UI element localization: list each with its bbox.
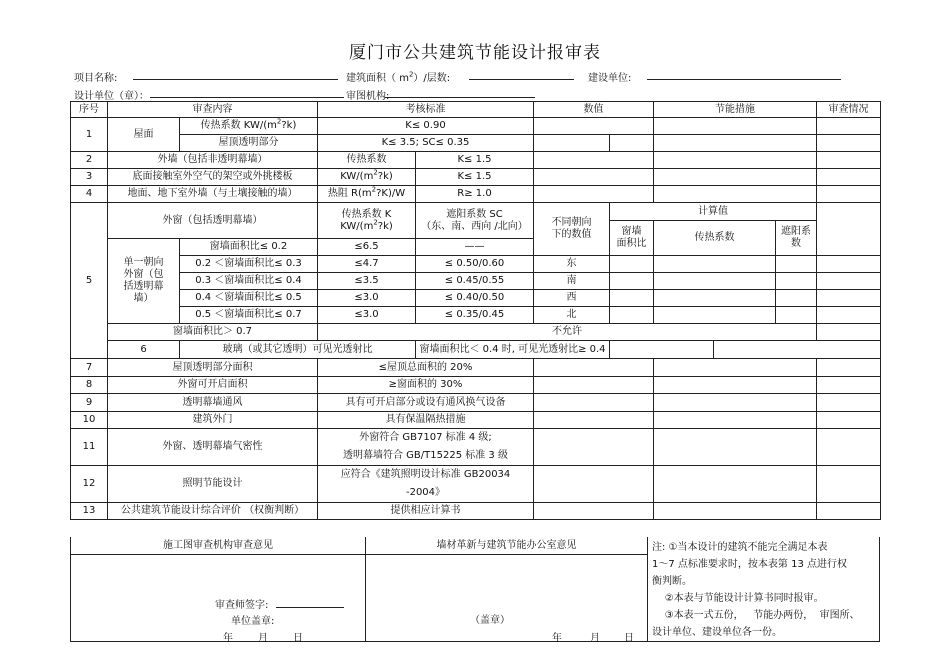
row9-name: 透明幕墙通风 xyxy=(108,394,318,412)
row2-name: 外墙（包括非透明幕墙） xyxy=(108,152,318,169)
left-year: 年 xyxy=(223,633,233,644)
row8-measure[interactable] xyxy=(654,377,817,394)
row7-measure[interactable] xyxy=(654,359,817,377)
row1-std1: K≤ 0.90 xyxy=(318,118,534,135)
note-line: ③本表一式五份， 节能办两份， 审图所、 xyxy=(652,610,860,621)
review-agency-title: 施工图审查机构审查意见 xyxy=(71,537,365,555)
row5-review-cell[interactable] xyxy=(817,273,881,290)
mid-day: 日 xyxy=(624,633,634,644)
row10-measure[interactable] xyxy=(654,412,817,429)
row4-no: 4 xyxy=(71,186,108,203)
row5-last-label: 窗墙面积比＞ 0.7 xyxy=(108,324,318,341)
row11-name: 外窗、透明幕墙气密性 xyxy=(108,429,318,466)
note-line: ②本表与节能设计计算书同时报审。 xyxy=(652,593,824,604)
row12-no: 12 xyxy=(71,466,108,503)
row5-sub-label: 0.5 ＜窗墙面积比≤ 0.7 xyxy=(180,307,318,324)
row7-value[interactable] xyxy=(534,359,654,377)
row5-sub-sc: ≤ 0.50/0.60 xyxy=(416,256,534,273)
row6-no: 6 xyxy=(108,341,180,359)
review-agency-opinion[interactable] xyxy=(71,537,366,644)
design-unit-field[interactable] xyxy=(150,97,344,98)
row5-last-review[interactable] xyxy=(817,324,881,341)
row6-value[interactable] xyxy=(610,341,714,359)
row1-review2[interactable] xyxy=(817,135,881,152)
row1-value1[interactable] xyxy=(534,118,654,135)
row8-name: 外窗可开启面积 xyxy=(108,377,318,394)
row5-review-cell[interactable] xyxy=(817,290,881,307)
row1-value2[interactable] xyxy=(534,135,610,152)
row9-measure[interactable] xyxy=(654,394,817,412)
left-month: 月 xyxy=(258,633,268,644)
row5-sub-dir: 南 xyxy=(534,273,610,290)
row7-no: 7 xyxy=(71,359,108,377)
row5-sub-sc: ≤ 0.45/0.55 xyxy=(416,273,534,290)
col-content: 审查内容 xyxy=(108,102,318,118)
row5-calc-ratio-cell[interactable] xyxy=(610,273,654,290)
row5-sub-label: 0.2 ＜窗墙面积比≤ 0.3 xyxy=(180,256,318,273)
review-org-label: 审图机构: xyxy=(346,91,390,102)
office-seal-label: （盖章） xyxy=(470,615,510,626)
row5-calc-header: 计算值 xyxy=(610,203,817,221)
row5-calc-heat-cell[interactable] xyxy=(654,290,776,307)
row1-sub1: 传热系数 $KW/(m^2?k)$ xyxy=(180,118,318,135)
row5-sub-k: ≤3.0 xyxy=(318,307,416,324)
row8-no: 8 xyxy=(71,377,108,394)
review-table xyxy=(70,101,881,520)
row8-review[interactable] xyxy=(817,377,881,394)
note-line: 注: ①当本设计的建筑不能完全满足本表 xyxy=(652,542,828,553)
row7-std: ≤屋顶总面积的 20% xyxy=(318,359,534,377)
row9-review[interactable] xyxy=(817,394,881,412)
row5-orient-header: 不同朝向 下的数值 xyxy=(534,203,610,256)
energy-office-opinion[interactable] xyxy=(366,537,648,644)
note-line: 1～7 点标准要求时，按本表第 13 点进行权 xyxy=(652,559,847,570)
row3-std-b: K≤ 1.5 xyxy=(416,169,534,186)
row9-std: 具有可开启部分或设有通风换气设备 xyxy=(318,394,534,412)
row6-measure[interactable] xyxy=(714,341,881,359)
col-value: 数值 xyxy=(534,102,654,118)
row1-name: 屋面 xyxy=(108,118,180,152)
row5-calc-ratio-cell[interactable] xyxy=(610,307,654,324)
row5-group-label: 单一朝向 外窗（包 括透明幕 墙） xyxy=(108,239,180,324)
row13-measure[interactable] xyxy=(654,503,817,520)
row5-sub-k: ≤3.5 xyxy=(318,273,416,290)
builder-field[interactable] xyxy=(647,79,841,80)
row4-name: 地面、地下室外墙（与土壤接触的墙） xyxy=(108,186,318,203)
row3-measure[interactable] xyxy=(654,169,817,186)
row2-review[interactable] xyxy=(817,152,881,169)
row5-calc-heat-cell[interactable] xyxy=(654,307,776,324)
notes-panel xyxy=(648,537,879,641)
row5-review-a[interactable] xyxy=(817,203,881,256)
mid-month: 月 xyxy=(590,633,600,644)
row13-value[interactable] xyxy=(534,503,654,520)
row10-std: 具有保温隔热措施 xyxy=(318,412,534,429)
row3-review[interactable] xyxy=(817,169,881,186)
col-no: 序号 xyxy=(71,102,108,118)
row9-no: 9 xyxy=(71,394,108,412)
row5-sub-k: ≤6.5 xyxy=(318,239,416,256)
row12-std: 应符合《建筑照明设计标准 GB20034 -2004》 xyxy=(318,466,534,503)
review-org-field[interactable] xyxy=(385,97,535,98)
row13-name: 公共建筑节能设计综合评价 （权衡判断） xyxy=(108,503,318,520)
row8-value[interactable] xyxy=(534,377,654,394)
row4-std-a: 热阻 $R(m^2?K)/W$ xyxy=(318,186,416,203)
row6-name: 玻璃（或其它透明）可见光透射比 xyxy=(180,341,416,359)
note-line: 设计单位、建设单位各一份。 xyxy=(652,627,782,638)
row2-value[interactable] xyxy=(534,152,654,169)
row5-calc-ratio-cell[interactable] xyxy=(610,290,654,307)
row12-value[interactable] xyxy=(534,466,654,503)
row11-review[interactable] xyxy=(817,429,881,466)
row4-value[interactable] xyxy=(534,186,654,203)
row3-name: 底面接触室外空气的架空或外挑楼板 xyxy=(108,169,318,186)
row12-name: 照明节能设计 xyxy=(108,466,318,503)
row5-calc-heat-cell[interactable] xyxy=(654,273,776,290)
row13-no: 13 xyxy=(71,503,108,520)
row3-std-a: $KW/(m^2?k)$ xyxy=(318,169,416,186)
row5-calc-shade-cell[interactable] xyxy=(776,307,817,324)
row5-no: 5 xyxy=(71,203,108,359)
col-measures: 节能措施 xyxy=(654,102,817,118)
row1-measure1[interactable] xyxy=(654,118,817,135)
row5-calc-shade-cell[interactable] xyxy=(776,256,817,273)
row4-std-b: R≥ 1.0 xyxy=(416,186,534,203)
row5-sub-sc: —— xyxy=(416,239,534,256)
row2-no: 2 xyxy=(71,152,108,169)
row5-sub-sc: ≤ 0.40/0.50 xyxy=(416,290,534,307)
area-label: 建筑面积（ $m^2)/$层数: xyxy=(346,70,451,84)
row5-calc-heat-cell[interactable] xyxy=(654,256,776,273)
unit-seal-label: 单位盖章: xyxy=(231,616,275,627)
reviewer-sign-field[interactable] xyxy=(276,607,344,608)
row3-no: 3 xyxy=(71,169,108,186)
row2-std-a: 传热系数 xyxy=(318,152,416,169)
row5-calc-ratio-cell[interactable] xyxy=(610,256,654,273)
form-title: 厦门市公共建筑节能设计报审表 xyxy=(349,43,601,63)
col-standard: 考核标准 xyxy=(318,102,534,118)
row11-value[interactable] xyxy=(534,429,654,466)
row1-std2: K≤ 3.5; SC≤ 0.35 xyxy=(318,135,534,152)
opinion-section xyxy=(70,537,880,642)
row5-name: 外窗（包括透明幕墙） xyxy=(108,203,318,239)
row7-name: 屋顶透明部分面积 xyxy=(108,359,318,377)
area-floors-field[interactable] xyxy=(469,79,574,80)
row10-name: 建筑外门 xyxy=(108,412,318,429)
row13-review[interactable] xyxy=(817,503,881,520)
reviewer-sign-label: 审查师签字: xyxy=(215,600,269,611)
row1-no: 1 xyxy=(71,118,108,152)
project-name-field[interactable] xyxy=(133,79,338,80)
row5-last-std: 不允许 xyxy=(318,324,817,341)
row5-calc-shade: 遮阳系数 xyxy=(776,221,817,256)
row1-sub2: 屋顶透明部分 xyxy=(180,135,318,152)
row5-sub-dir: 东 xyxy=(534,256,610,273)
row5-sub-k: ≤3.0 xyxy=(318,290,416,307)
row7-review[interactable] xyxy=(817,359,881,377)
project-name-label: 项目名称: xyxy=(74,73,118,84)
row4-review[interactable] xyxy=(817,186,881,203)
row5-sub-label: 0.3 ＜窗墙面积比≤ 0.4 xyxy=(180,273,318,290)
row5-calc-shade-cell[interactable] xyxy=(776,273,817,290)
row13-std: 提供相应计算书 xyxy=(318,503,534,520)
row5-sub-label: 0.4 ＜窗墙面积比≤ 0.5 xyxy=(180,290,318,307)
row12-review[interactable] xyxy=(817,466,881,503)
row5-calc-heat: 传热系数 xyxy=(654,221,776,256)
note-line: 衡判断。 xyxy=(652,576,692,587)
row5-sub-label: 窗墙面积比≤ 0.2 xyxy=(180,239,318,256)
energy-office-title: 墙材革新与建筑节能办公室意见 xyxy=(366,537,647,555)
row11-measure[interactable] xyxy=(654,429,817,466)
row2-measure[interactable] xyxy=(654,152,817,169)
row10-no: 10 xyxy=(71,412,108,429)
builder-label: 建设单位: xyxy=(588,73,632,84)
row1-value2b[interactable] xyxy=(610,135,654,152)
row4-measure[interactable] xyxy=(654,186,817,203)
row1-measure2[interactable] xyxy=(654,135,817,152)
row12-measure[interactable] xyxy=(654,466,817,503)
left-day: 日 xyxy=(293,633,303,644)
row5-sub-dir: 北 xyxy=(534,307,610,324)
row5-sub-sc: ≤ 0.35/0.45 xyxy=(416,307,534,324)
row5-sub-dir: 西 xyxy=(534,290,610,307)
col-review: 审查情况 xyxy=(817,102,881,118)
row11-std: 外窗符合 GB7107 标准 4 级; 透明幕墙符合 GB/T15225 标准 3 级 xyxy=(318,429,534,466)
row9-value[interactable] xyxy=(534,394,654,412)
design-unit-label: 设计单位（章）： xyxy=(74,91,149,102)
row11-no: 11 xyxy=(71,429,108,466)
row2-std-b: K≤ 1.5 xyxy=(416,152,534,169)
row5-calc-shade-cell[interactable] xyxy=(776,290,817,307)
row8-std: ≥窗面积的 30% xyxy=(318,377,534,394)
row3-value[interactable] xyxy=(534,169,654,186)
row5-calc-ratio: 窗墙 面积比 xyxy=(610,221,654,256)
row6-std: 窗墙面积比＜ 0.4 时, 可见光透射比≥ 0.4 xyxy=(416,341,610,359)
row1-review1[interactable] xyxy=(817,118,881,135)
row5-review-cell[interactable] xyxy=(817,256,881,273)
row5-heat-header: 传热系数 K $KW/(m^2?k)$ xyxy=(318,203,416,239)
mid-year: 年 xyxy=(552,633,562,644)
row10-review[interactable] xyxy=(817,412,881,429)
row10-value[interactable] xyxy=(534,412,654,429)
row5-sub-k: ≤4.7 xyxy=(318,256,416,273)
row5-shade-header: 遮阳系数 SC （东、南、西向 /北向） xyxy=(416,203,534,239)
row5-review-cell[interactable] xyxy=(817,307,881,324)
